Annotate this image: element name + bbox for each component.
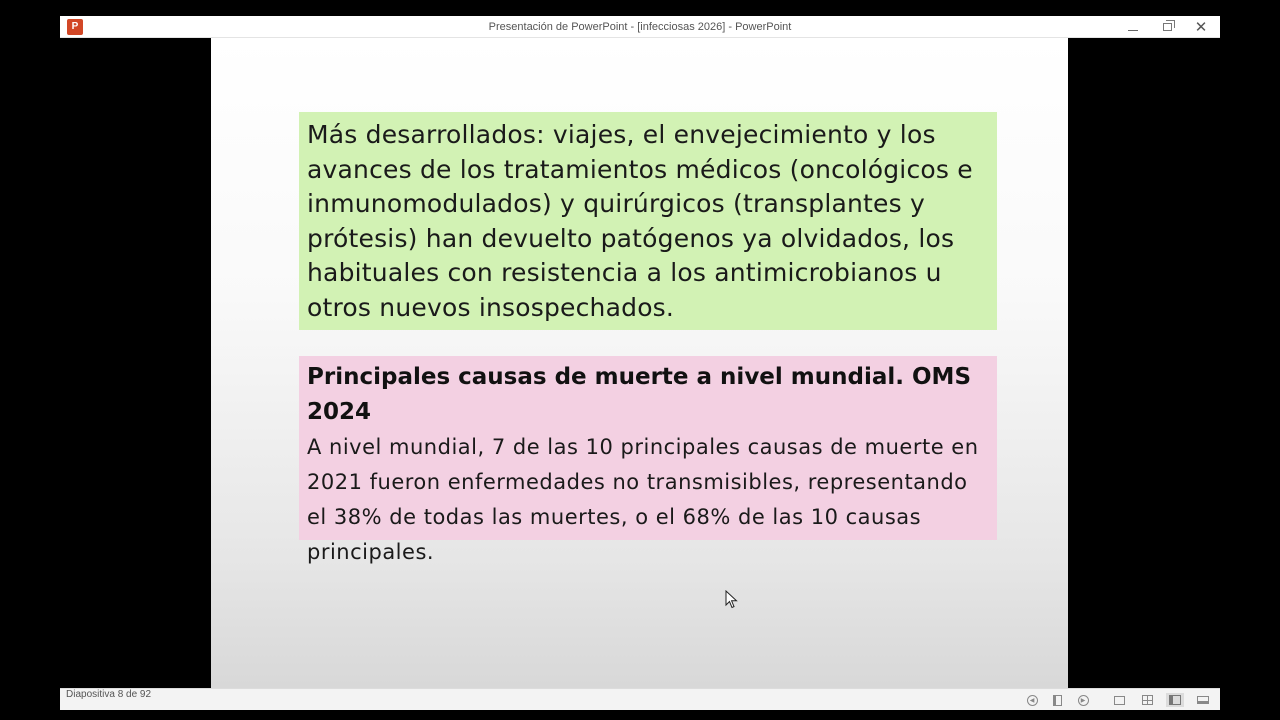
next-icon[interactable]: ▶	[1076, 693, 1090, 707]
mouse-pointer-icon	[725, 590, 739, 610]
window-title: Presentación de PowerPoint - [infecciosas 2026] - PowerPoint	[488, 21, 792, 33]
slide-counter: Diapositiva 8 de 92	[66, 689, 152, 700]
slideshow-icon[interactable]	[1196, 693, 1210, 707]
close-icon: ✕	[1194, 18, 1208, 36]
previous-icon[interactable]: ◀	[1025, 693, 1039, 707]
title-bar	[60, 16, 1220, 38]
notes-icon[interactable]	[1050, 693, 1064, 707]
powerpoint-app-icon[interactable]: P	[67, 19, 83, 35]
powerpoint-window	[60, 16, 1220, 710]
slide-area	[60, 38, 1220, 688]
green-box-text: Más desarrollados: viajes, el envejecimiento y los avances de los tratamientos médicos (oncológicos e inmunomodulados) y quirúrgicos (transplantes y prótesis) han devuelto patógenos ya olvidados, los habituales con resistencia a los antimicrobianos u otros nuevos insospechados.	[307, 120, 973, 322]
pink-box-heading: Principales causas de muerte a nivel mundial. OMS 2024	[307, 364, 972, 425]
reading-view-icon[interactable]	[1166, 693, 1184, 707]
restore-icon	[1163, 23, 1172, 31]
slide[interactable]	[211, 38, 1068, 688]
restore-button[interactable]	[1150, 16, 1184, 38]
status-bar	[60, 688, 1220, 710]
pink-box-body: A nivel mundial, 7 de las 10 principales causas de muerte en 2021 fueron enfermedades no transmisibles, representando el 38% de todas las muertes, o el 68% de las 10 causas principales.	[307, 435, 979, 564]
normal-view-icon[interactable]	[1112, 693, 1126, 707]
green-text-box	[299, 112, 997, 330]
pink-text-box	[299, 356, 997, 564]
slide-sorter-icon[interactable]	[1140, 693, 1154, 707]
minimize-icon	[1128, 30, 1138, 31]
minimize-button[interactable]	[1116, 16, 1150, 38]
close-button[interactable]	[1184, 16, 1218, 38]
